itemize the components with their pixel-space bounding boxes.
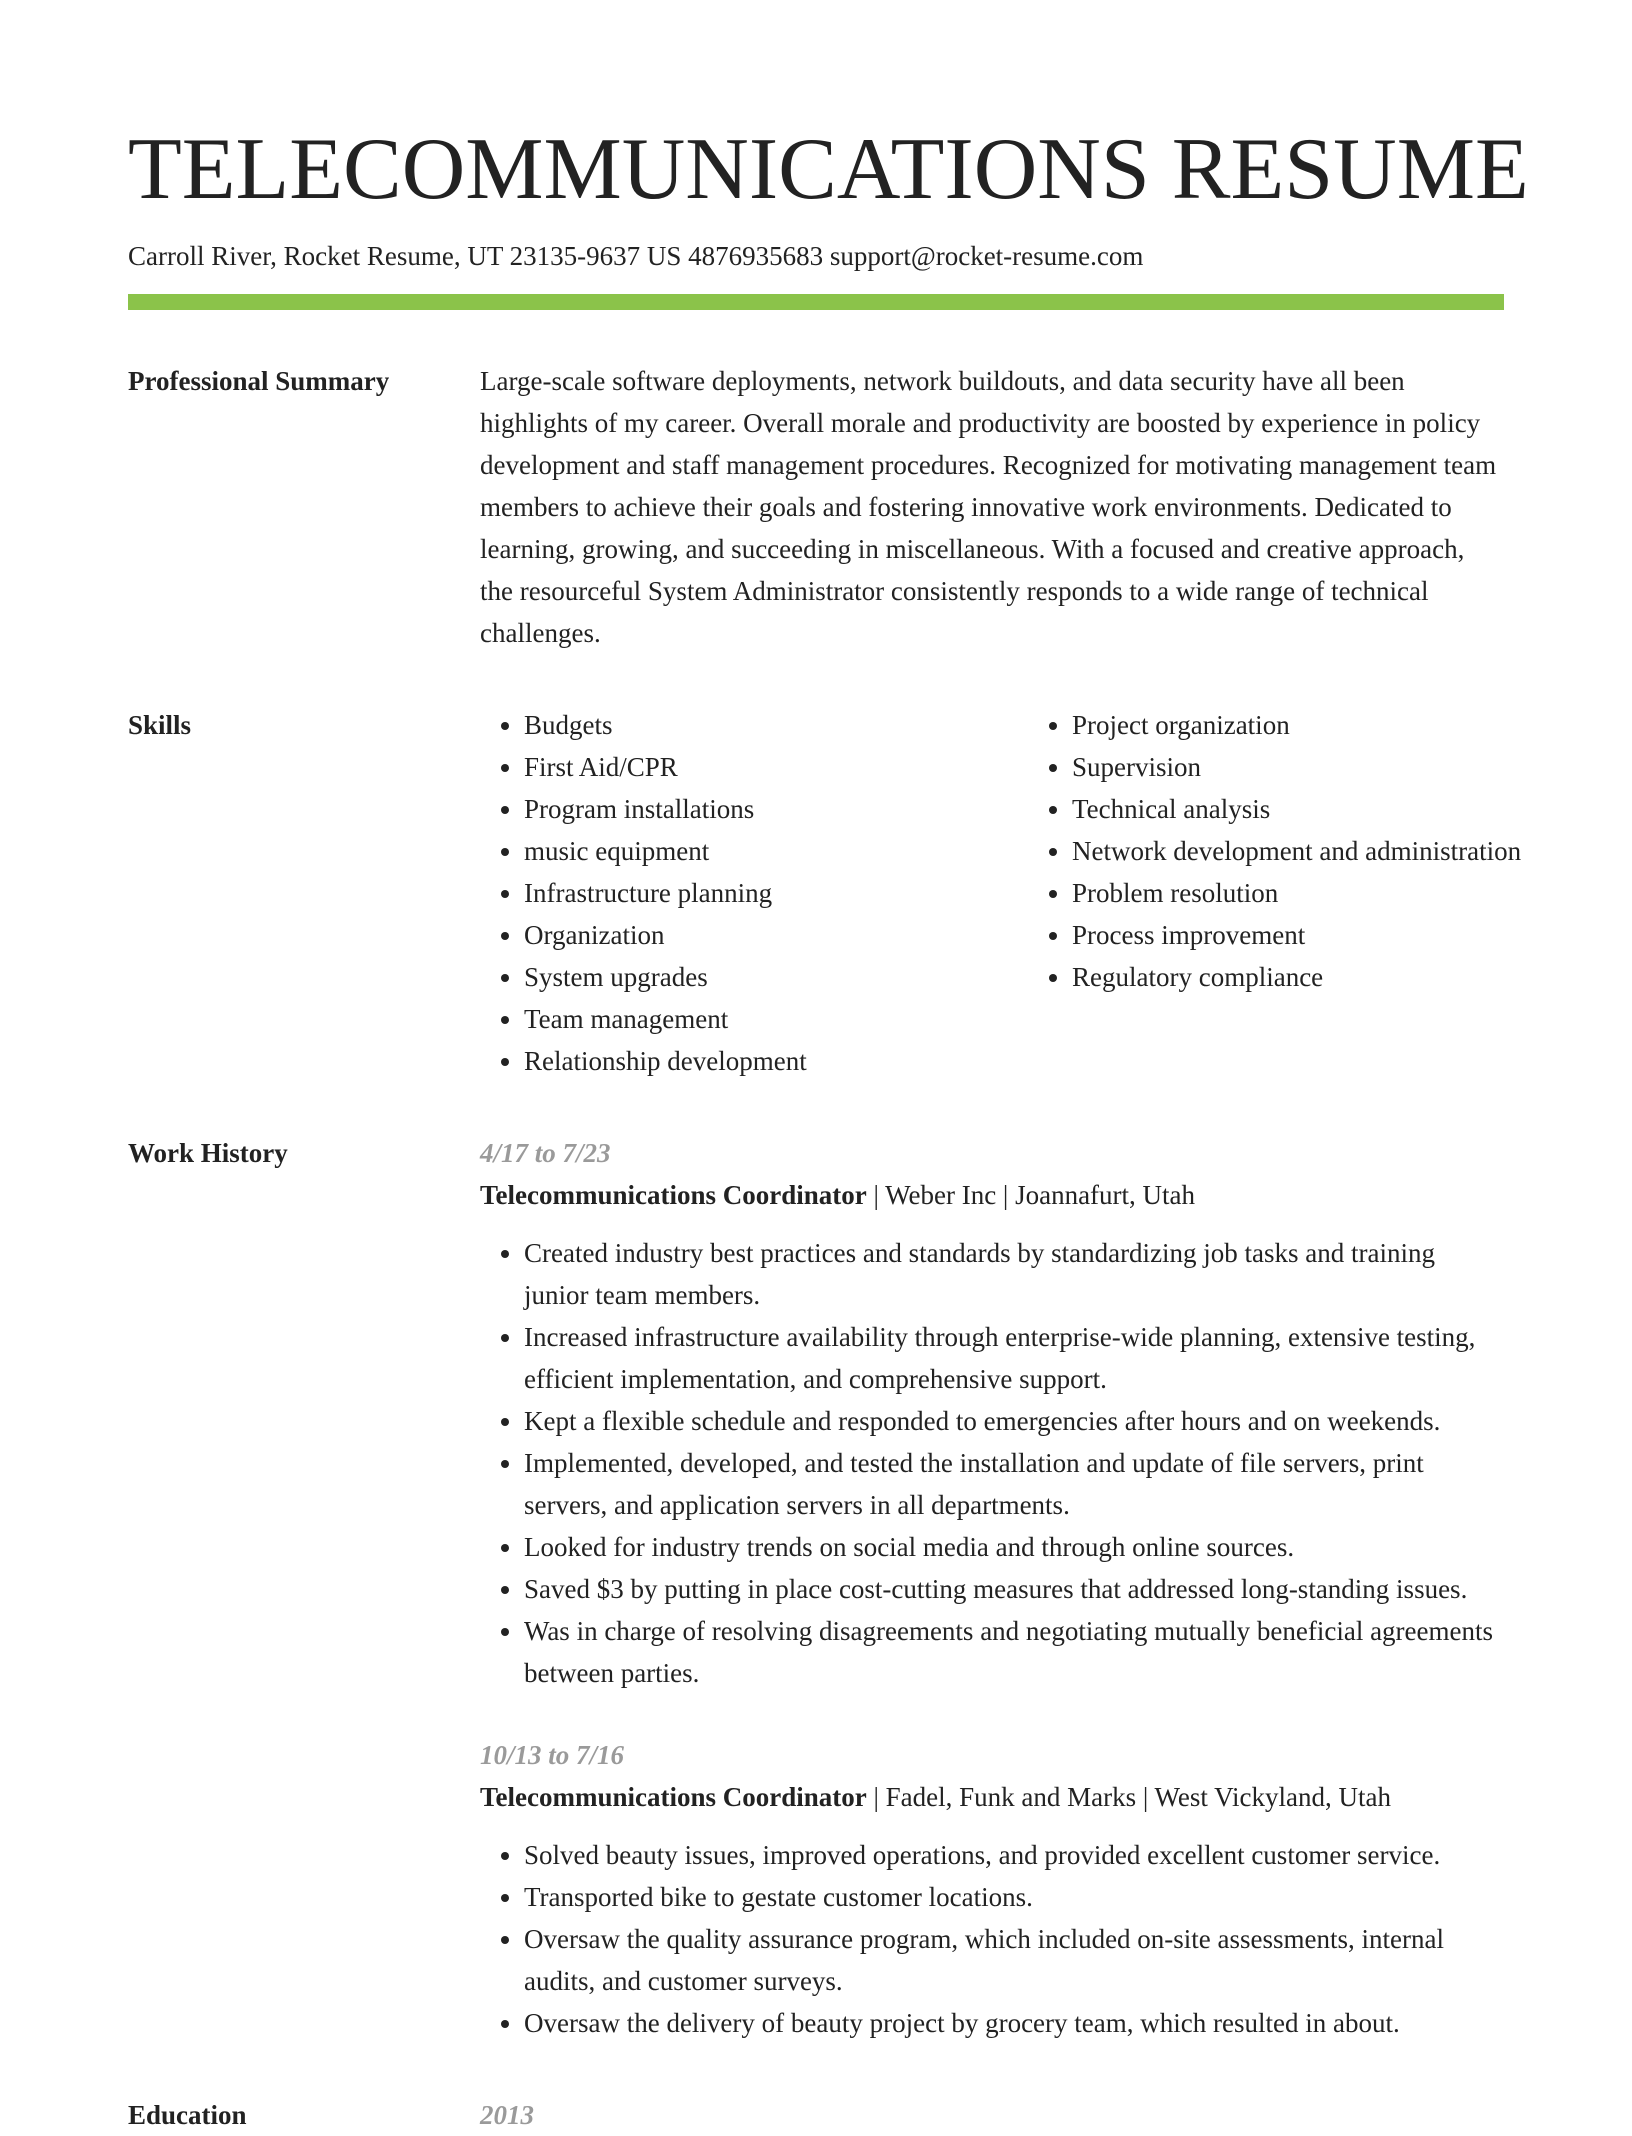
skill-item: • Problem resolution [1072, 872, 1548, 914]
contact-line: Carroll River, Rocket Resume, UT 23135-9637 US 4876935683 support@rocket-resume.com [128, 241, 1144, 271]
job-bullet: • Was in charge of resolving disagreements and negotiating mutually beneficial agreements between parties. [524, 1610, 1504, 1694]
job-bullet: • Saved $3 by putting in place cost-cutting measures that addressed long-standing issues. [524, 1568, 1504, 1610]
skills-section [128, 704, 1522, 1082]
summary-label: Professional Summary [128, 366, 390, 396]
job-bullet: • Looked for industry trends on social media and through online sources. [524, 1526, 1504, 1568]
summary-text: Large-scale software deployments, network buildouts, and data security have all been highlights of my career. Overall morale and productivity are boosted by experience in policy development and staff management procedures. Recognized for motivating management team members to achieve their goals and fostering innovative work environments. Dedicated to learning, growing, and succeeding in miscellaneous. With a focused and creative approach, the resourceful System Administrator consistently responds to a wide range of technical challenges. [480, 366, 1497, 648]
work-history-section [128, 1132, 1504, 2044]
job-bullet: • Solved beauty issues, improved operations, and provided excellent customer service. [524, 1834, 1504, 1876]
skill-item: • Infrastructure planning [524, 872, 984, 914]
skills-column-left [480, 704, 984, 1082]
skill-item: • Supervision [1072, 746, 1548, 788]
education-section [128, 2094, 1504, 2136]
skill-item: • Team management [524, 998, 984, 1040]
job-dates: 10/13 to 7/16 [480, 1740, 625, 1770]
skill-item: • music equipment [524, 830, 984, 872]
job-title: Telecommunications Coordinator [480, 1782, 867, 1812]
job-bullets [480, 1834, 1504, 2044]
skill-item: • Network development and administration [1072, 830, 1548, 872]
job-bullet: • Transported bike to gestate customer locations. [524, 1876, 1504, 1918]
summary-section [128, 360, 1504, 654]
job-bullet: • Oversaw the delivery of beauty project by grocery team, which resulted in about. [524, 2002, 1504, 2044]
job-bullet: • Kept a flexible schedule and responded to emergencies after hours and on weekends. [524, 1400, 1504, 1442]
skills-column-right [1028, 704, 1548, 1082]
job-heading [480, 1174, 1504, 1216]
job-bullet: • Implemented, developed, and tested the installation and update of file servers, print servers, and application servers in all departments. [524, 1442, 1504, 1526]
skills-list [480, 704, 1522, 1082]
job-bullet: • Increased infrastructure availability through enterprise-wide planning, extensive testing, efficient implementation, and comprehensive support. [524, 1316, 1504, 1400]
job-details: | Weber Inc | Joannafurt, Utah [866, 1180, 1196, 1210]
skill-item: • Organization [524, 914, 984, 956]
skill-item: • Process improvement [1072, 914, 1548, 956]
job-heading [480, 1776, 1504, 1818]
job-title: Telecommunications Coordinator [480, 1180, 867, 1210]
job-entry [480, 1734, 1504, 2044]
skill-item: • Technical analysis [1072, 788, 1548, 830]
education-label: Education [128, 2100, 247, 2130]
skill-item: • Budgets [524, 704, 984, 746]
skill-item: • Regulatory compliance [1072, 956, 1548, 998]
skills-label: Skills [128, 710, 192, 740]
job-entry [480, 1132, 1504, 1694]
skill-item: • First Aid/CPR [524, 746, 984, 788]
work-history-label: Work History [128, 1138, 288, 1168]
job-bullet: • Created industry best practices and standards by standardizing job tasks and training junior team members. [524, 1232, 1504, 1316]
header-divider [128, 294, 1504, 310]
job-dates: 4/17 to 7/23 [480, 1138, 611, 1168]
job-details: | Fadel, Funk and Marks | West Vickyland, Utah [866, 1782, 1391, 1812]
education-date: 2013 [480, 2100, 534, 2130]
job-bullets [480, 1232, 1504, 1694]
skill-item: • Project organization [1072, 704, 1548, 746]
resume-title: TELECOMMUNICATIONS RESUME [128, 121, 1529, 218]
skill-item: • Relationship development [524, 1040, 984, 1082]
resume-page [128, 0, 1529, 2136]
skill-item: • System upgrades [524, 956, 984, 998]
job-bullet: • Oversaw the quality assurance program, which included on-site assessments, internal audits, and customer surveys. [524, 1918, 1504, 2002]
skill-item: • Program installations [524, 788, 984, 830]
